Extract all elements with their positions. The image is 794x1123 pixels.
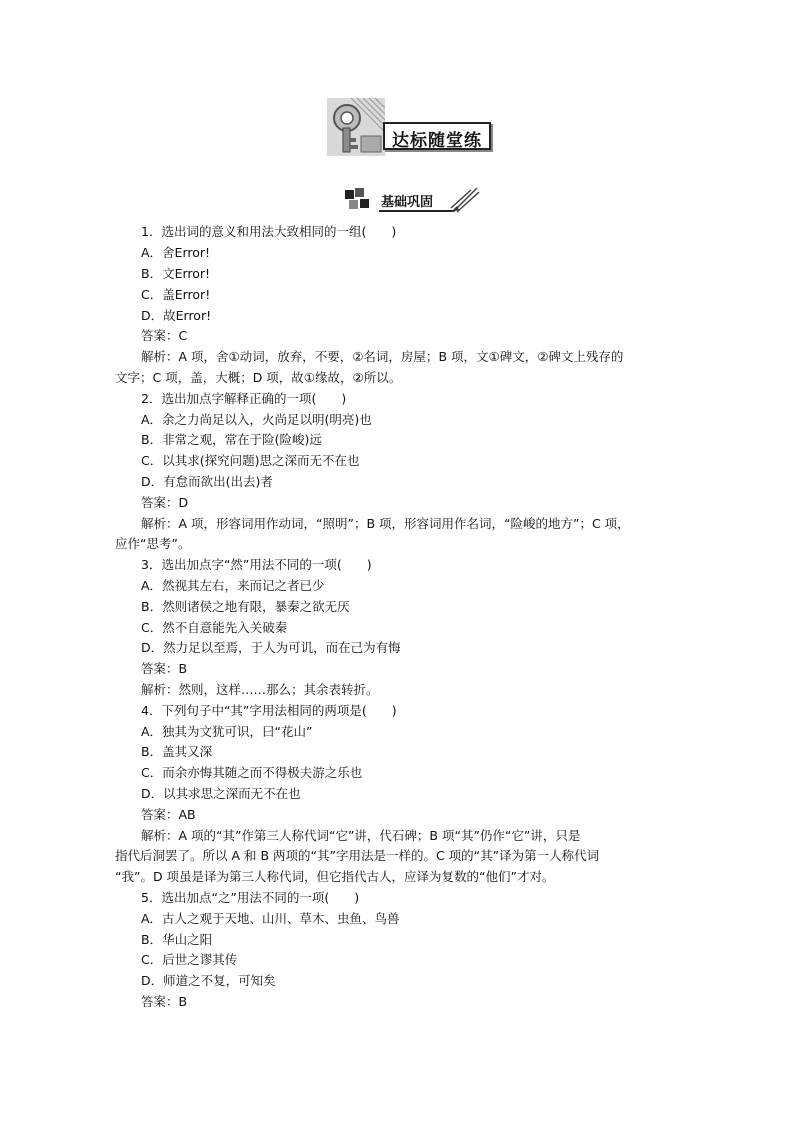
- question-4-analysis-cont-1: 指代后洞罢了。所以 A 和 B 两项的“其”字用法是一样的。C 项的“其”译为第一人称代词: [115, 848, 600, 863]
- question-4-answer: 答案：AB: [141, 807, 196, 822]
- question-5-option-c: C．后世之谬其传: [141, 952, 238, 967]
- question-5-stem: 5．选出加点“之”用法不同的一项( ): [141, 890, 360, 905]
- question-3-option-d: D．然力足以至焉，于人为可讥，而在己为有悔: [141, 640, 401, 655]
- section-underline: [379, 210, 453, 212]
- question-4-option-d: D．以其求思之深而无不在也: [141, 786, 301, 801]
- question-1-option-d: D．故Error!: [141, 308, 212, 323]
- question-4-stem: 4．下列句子中“其”字用法相同的两项是( ): [141, 703, 397, 718]
- question-1-option-c: C．盖Error!: [141, 287, 211, 302]
- question-4-analysis-cont-2: “我”。D 项虽是译为第三人称代词，但它指代古人，应译为复数的“他们”才对。: [115, 869, 555, 884]
- question-3-stem: 3．选出加点字“然”用法不同的一项( ): [141, 557, 372, 572]
- question-3-answer: 答案：B: [141, 661, 188, 676]
- question-1-stem: 1．选出词的意义和用法大致相同的一组( ): [141, 224, 397, 239]
- question-5-answer: 答案：B: [141, 994, 188, 1009]
- question-5-option-d: D．师道之不复，可知矣: [141, 973, 276, 988]
- question-3-option-c: C．然不自意能先入关破秦: [141, 620, 288, 635]
- question-1-option-b: B．文Error!: [141, 266, 211, 281]
- question-4-option-c: C．而余亦悔其随之而不得极夫游之乐也: [141, 765, 363, 780]
- lesson-banner: [327, 98, 493, 156]
- question-3-option-a: A．然视其左右，来而记之者已少: [141, 578, 325, 593]
- question-1-analysis-cont: 文字；C 项，盖，大概；D 项，故①缘故，②所以。: [115, 370, 402, 385]
- question-2-option-c: C．以其求(探究问题)思之深而无不在也: [141, 453, 360, 468]
- question-2-analysis-cont: 应作“思考”。: [115, 536, 191, 551]
- question-4-option-a: A．独其为文犹可识，曰“花山”: [141, 724, 313, 739]
- decorative-key-icon: [327, 98, 385, 156]
- question-1-analysis: 解析：A 项，舍①动词，放弃，不要，②名词，房屋；B 项，文①碑文，②碑文上残存的: [141, 349, 624, 364]
- question-2-option-d: D．有怠而欲出(出去)者: [141, 474, 273, 489]
- question-1-answer: 答案：C: [141, 328, 188, 343]
- section-title: 基础巩固: [381, 195, 434, 210]
- question-5-option-a: A．古人之观于天地、山川、草木、虫鱼、鸟兽: [141, 911, 400, 926]
- banner-title: 达标随堂练: [392, 131, 482, 151]
- question-4-option-b: B．盖其又深: [141, 744, 213, 759]
- question-2-option-a: A．余之力尚足以入，火尚足以明(明亮)也: [141, 412, 372, 427]
- brush-icon: [449, 186, 481, 214]
- question-2-answer: 答案：D: [141, 495, 189, 510]
- question-1-option-a: A．舍Error!: [141, 245, 211, 260]
- question-2-stem: 2．选出加点字解释正确的一项( ): [141, 391, 347, 406]
- section-header: [343, 186, 479, 214]
- banner-label-box: [383, 122, 491, 150]
- question-4-analysis: 解析：A 项的“其”作第三人称代词“它”讲，代石碑；B 项“其”仍作“它”讲，只是: [141, 828, 581, 843]
- question-5-option-b: B．华山之阳: [141, 932, 213, 947]
- squares-icon: [343, 188, 373, 210]
- question-3-option-b: B．然则诸侯之地有限，暴秦之欲无厌: [141, 599, 350, 614]
- question-3-analysis: 解析：然则，这样……那么；其余表转折。: [141, 682, 379, 697]
- question-2-option-b: B．非常之观，常在于险(险峻)远: [141, 432, 322, 447]
- question-2-analysis: 解析：A 项，形容词用作动词，“照明”；B 项，形容词用作名词，“险峻的地方”；C 项，: [141, 516, 630, 531]
